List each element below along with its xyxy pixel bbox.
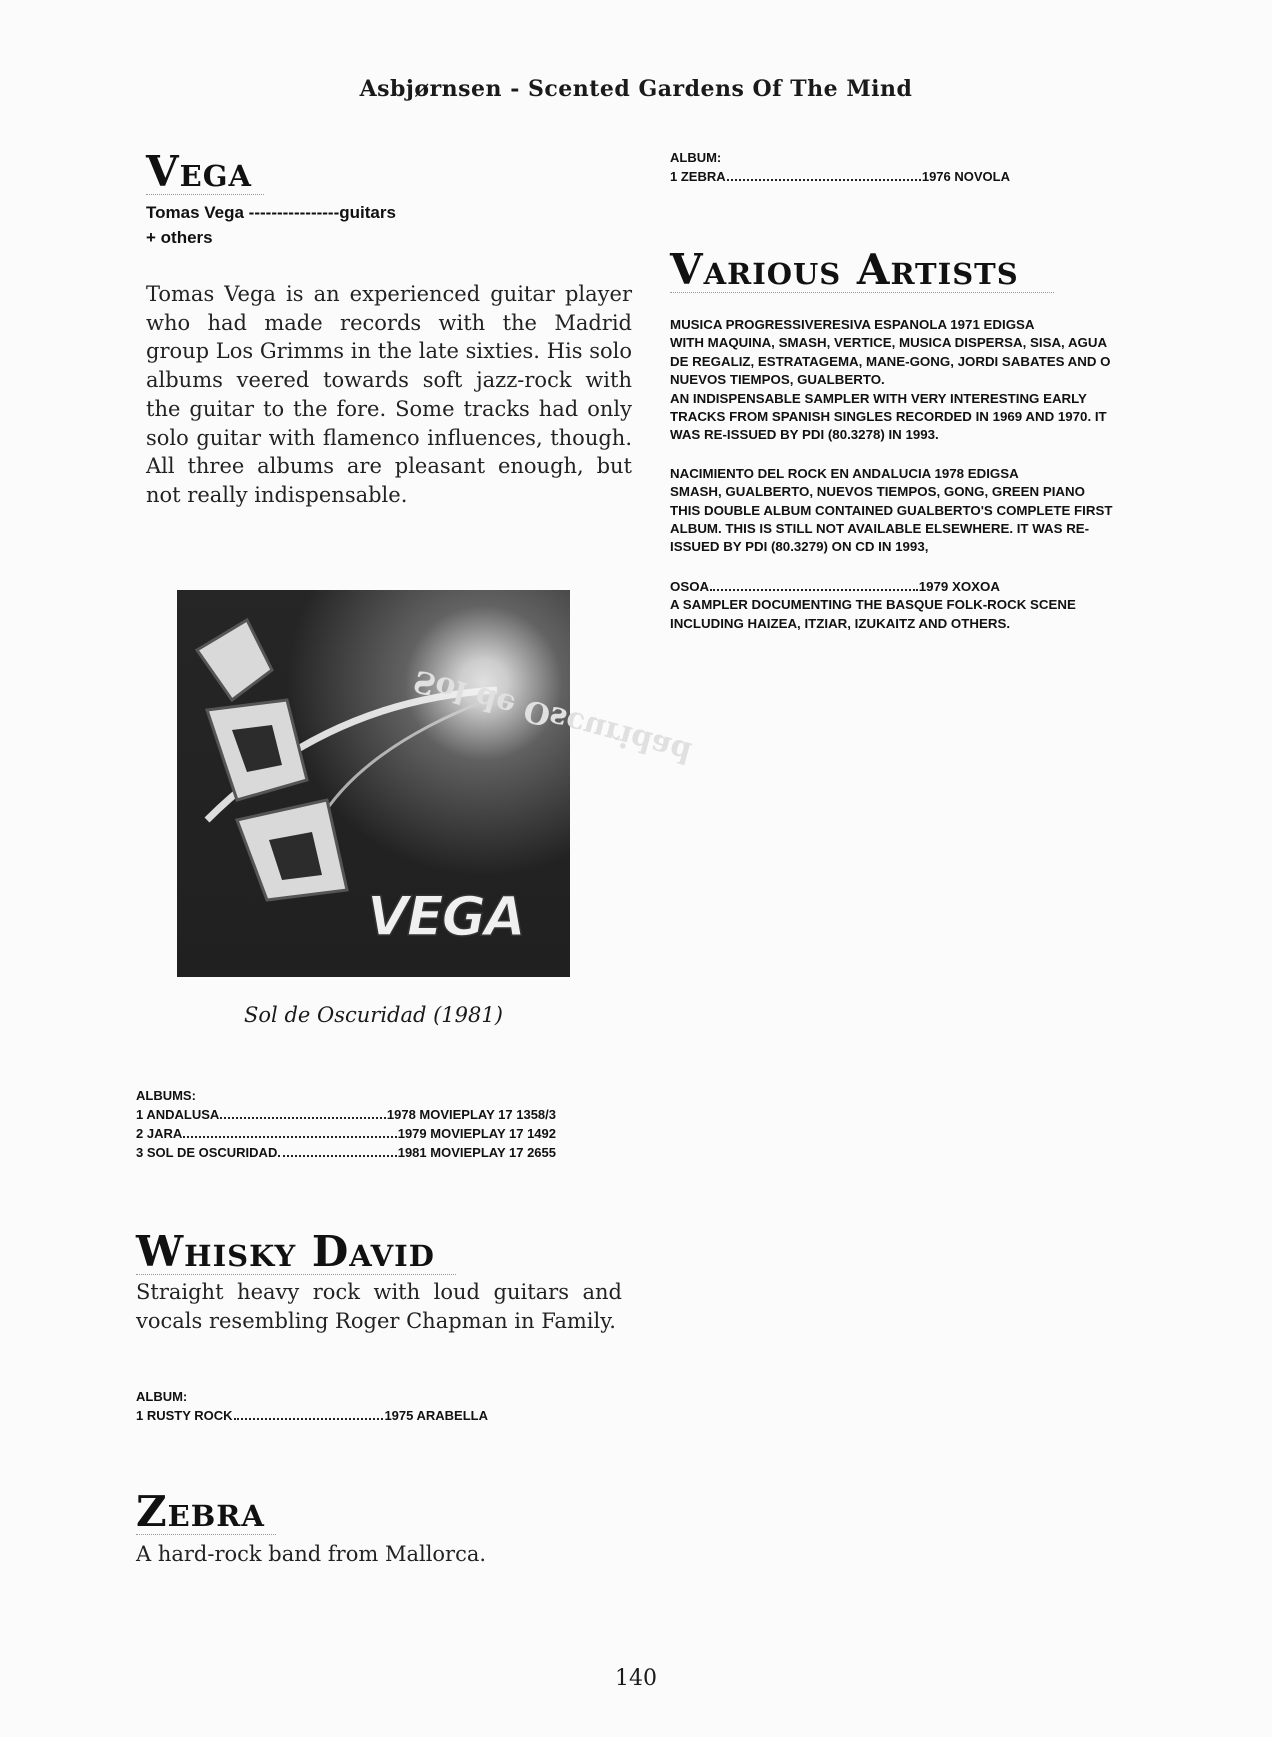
compilation-text: WITH MAQUINA, SMASH, VERTICE, MUSICA DISPERSA, SISA, AGUA bbox=[670, 335, 1108, 351]
album-cover-art bbox=[177, 590, 696, 977]
compilation-text: A SAMPLER DOCUMENTING THE BASQUE FOLK-ROCK SCENE bbox=[670, 597, 1076, 613]
album-title: 1 ANDALUSA bbox=[136, 1107, 220, 1122]
album-label: ALBUM: bbox=[136, 1389, 188, 1404]
vega-member-line: Tomas Vega ----------------guitars bbox=[146, 203, 396, 222]
compilation-text: NUEVOS TIEMPOS, GUALBERTO. bbox=[670, 372, 885, 388]
album-title: 2 JARA bbox=[136, 1126, 183, 1141]
discography-entry bbox=[670, 167, 1010, 186]
discography-entry bbox=[136, 1143, 556, 1162]
compilation-title: MUSICA PROGRESSIVERESIVA ESPANOLA 1971 EDIGSA bbox=[670, 317, 1035, 332]
section-heading-vega: Vega bbox=[146, 150, 264, 195]
compilation-text: INCLUDING HAIZEA, ITZIAR, IZUKAITZ AND OTHERS. bbox=[670, 615, 1011, 631]
various-artists-list bbox=[670, 316, 1140, 633]
running-header: Asbjørnsen - Scented Gardens Of The Mind bbox=[359, 76, 913, 102]
compilation-text: THIS DOUBLE ALBUM CONTAINED GUALBERTO'S COMPLETE FIRST bbox=[670, 502, 1113, 518]
album-info: 1976 NOVOLA bbox=[921, 169, 1010, 184]
album-info: 1979 MOVIEPLAY 17 1492 bbox=[397, 1126, 556, 1141]
compilation-entry bbox=[670, 465, 1140, 557]
compilation-text: WAS RE-ISSUED BY PDI (80.3278) IN 1993. bbox=[670, 427, 939, 443]
vega-members bbox=[146, 200, 506, 250]
whisky-david-discography bbox=[136, 1387, 488, 1425]
albums-label: ALBUMS: bbox=[136, 1088, 196, 1103]
album-title: 1 ZEBRA bbox=[670, 169, 726, 184]
zebra-description: A hard-rock band from Mallorca. bbox=[136, 1542, 487, 1566]
section-heading-zebra: Zebra bbox=[136, 1490, 276, 1535]
album-label: ALBUM: bbox=[670, 150, 722, 165]
compilation-text: ALBUM. THIS IS STILL NOT AVAILABLE ELSEWHERE. IT WAS RE- bbox=[670, 521, 1090, 537]
album-info: 1975 ARABELLA bbox=[384, 1408, 488, 1423]
compilation-text: DE REGALIZ, ESTRATAGEMA, MANE-GONG, JORDI SABATES AND O bbox=[670, 353, 1111, 369]
compilation-text: AN INDISPENSABLE SAMPLER WITH VERY INTERESTING EARLY bbox=[670, 390, 1087, 406]
compilation-title: NACIMIENTO DEL ROCK EN ANDALUCIA 1978 EDIGSA bbox=[670, 465, 1019, 481]
album-info: 1981 MOVIEPLAY 17 2655 bbox=[397, 1145, 556, 1160]
vega-discography bbox=[136, 1086, 556, 1162]
compilation-info: 1979 XOXOA bbox=[918, 578, 1000, 594]
compilation-entry bbox=[670, 577, 1140, 633]
compilation-entry bbox=[670, 316, 1140, 445]
zebra-discography bbox=[670, 148, 1010, 186]
compilation-text: SMASH, GUALBERTO, NUEVOS TIEMPOS, GONG, GREEN PIANO bbox=[670, 484, 1085, 500]
album-info: 1978 MOVIEPLAY 17 1358/3 bbox=[386, 1107, 556, 1122]
page-number: 140 bbox=[615, 1666, 657, 1691]
album-cover-caption: Sol de Oscuridad (1981) bbox=[244, 1003, 503, 1027]
discography-entry bbox=[136, 1124, 556, 1143]
section-heading-whisky-david: Whisky David bbox=[136, 1230, 456, 1275]
compilation-title: OSOA bbox=[670, 578, 710, 594]
compilation-text: ISSUED BY PDI (80.3279) ON CD IN 1993, bbox=[670, 539, 929, 555]
compilation-text: TRACKS FROM SPANISH SINGLES RECORDED IN 1969 AND 1970. IT bbox=[670, 409, 1107, 425]
album-title: 3 SOL DE OSCURIDAD bbox=[136, 1145, 278, 1160]
vega-member-line: + others bbox=[146, 228, 213, 247]
album-title: 1 RUSTY ROCK bbox=[136, 1408, 233, 1423]
discography-entry bbox=[136, 1105, 556, 1124]
discography-entry bbox=[670, 577, 1000, 596]
section-heading-various-artists: Various Artists bbox=[670, 248, 1054, 293]
vega-description: Tomas Vega is an experienced guitar player who had made records with the Madrid group Los Grimms in the late sixties. His solo albums veered towards soft jazz-rock with the guitar to the fore. Some tracks had only solo guitar with flamenco influences, though. All three albums are pleasant enough, but not really indispensable. bbox=[146, 282, 632, 507]
album-cover-image bbox=[177, 590, 696, 977]
album-cover-artist: VEGA bbox=[367, 885, 524, 948]
whisky-david-description: Straight heavy rock with loud guitars and vocals resembling Roger Chapman in Family. bbox=[136, 1280, 622, 1333]
discography-entry bbox=[136, 1406, 488, 1425]
album-cover-title: Sol de Oscuridad bbox=[410, 662, 696, 771]
